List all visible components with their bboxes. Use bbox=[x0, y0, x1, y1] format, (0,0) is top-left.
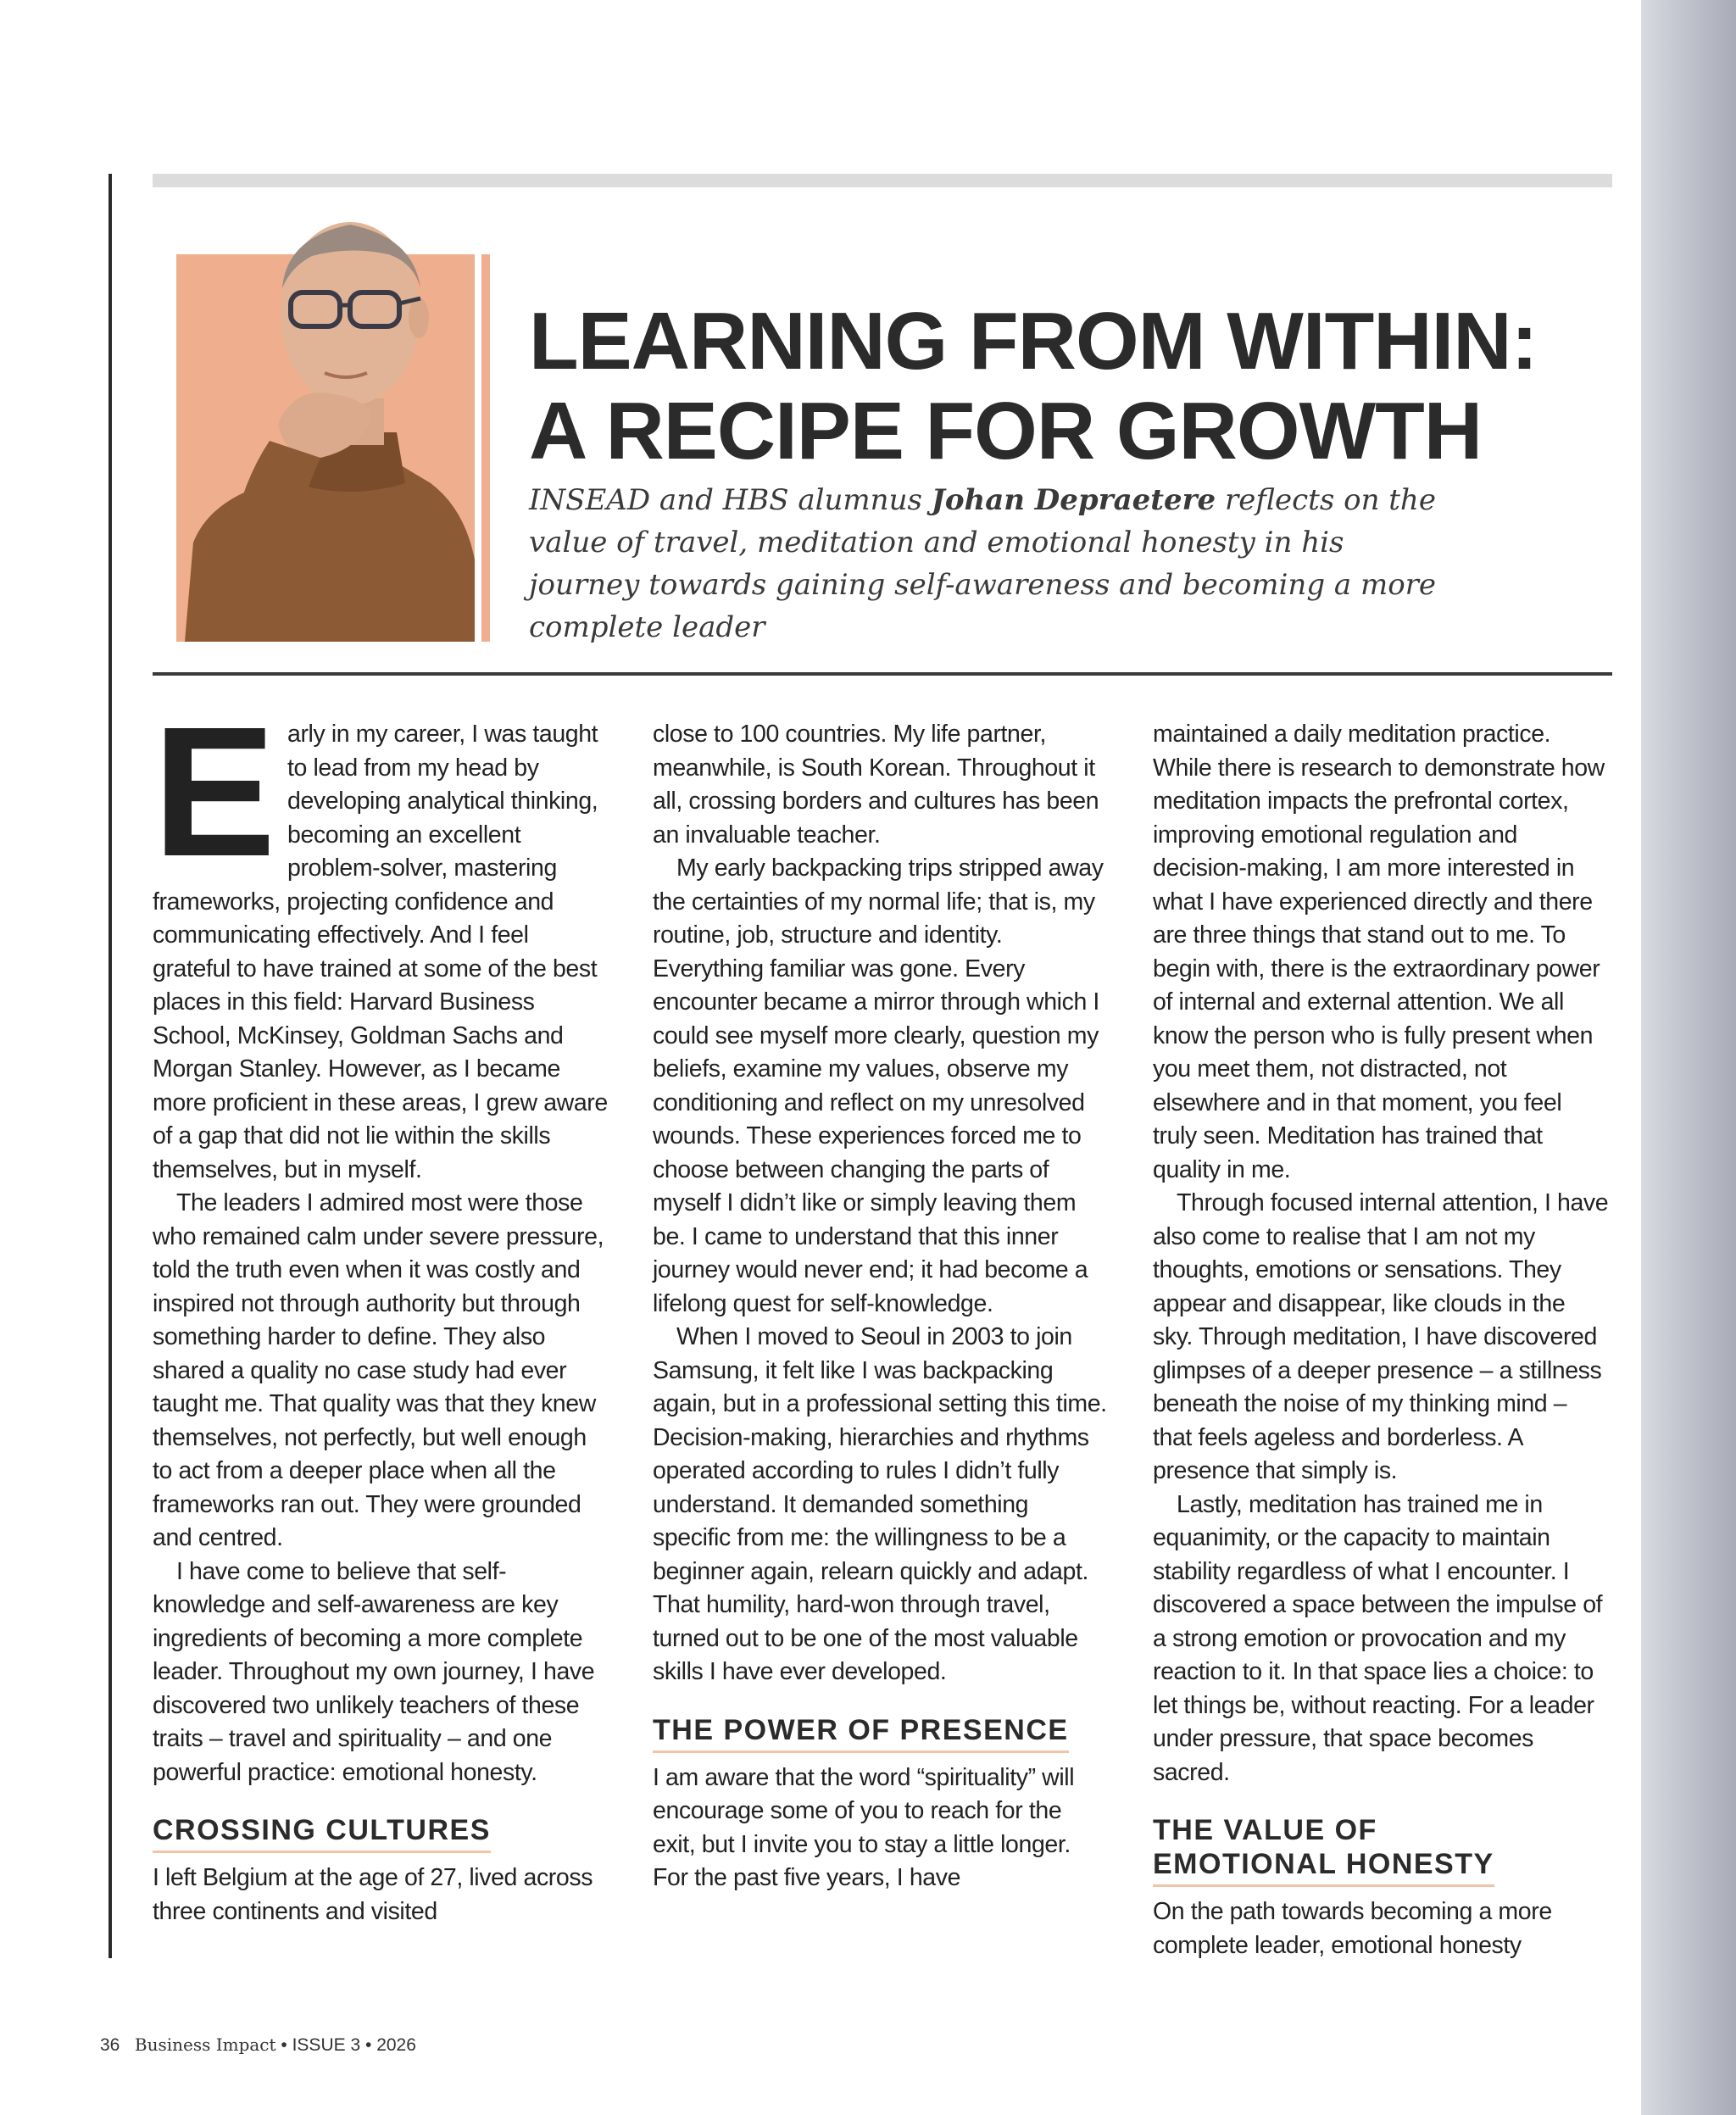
standfirst-intro: INSEAD and HBS alumnus bbox=[529, 483, 932, 517]
col2-paragraph-1: close to 100 countries. My life partner, meanwhile, is South Korean. Throughout it all, crossing borders and cultures has been an invaluable teacher. bbox=[653, 721, 1099, 849]
col3-paragraph-2: Through focused internal attention, I have also come to realise that I am not my thoughts, emotions or sensations. They appear and disappear, like clouds in the sky. Through meditation, I have discovered glimpses of a deeper presence – a stillness beneath the noise of my thinking mind – that feels ageless and borderless. A presence that simply is. bbox=[1153, 1189, 1609, 1484]
headline-line-1: LEARNING FROM WITHIN: bbox=[529, 296, 1538, 387]
page-number: 36 bbox=[100, 2035, 120, 2055]
subhead-line-1: THE VALUE OF bbox=[1153, 1814, 1377, 1846]
publication-name: Business Impact bbox=[134, 2034, 276, 2055]
headline-line-2: A RECIPE FOR GROWTH bbox=[529, 386, 1483, 476]
drop-cap: E bbox=[153, 689, 276, 895]
portrait-accent-bar bbox=[481, 254, 490, 642]
author-name: Johan Depraetere bbox=[931, 483, 1216, 517]
issue-year: 2026 bbox=[376, 2035, 416, 2055]
subhead-power-of-presence: THE POWER OF PRESENCE bbox=[653, 1713, 1069, 1753]
subhead-line-2: EMOTIONAL HONESTY bbox=[1153, 1848, 1494, 1880]
page-footer bbox=[100, 2034, 416, 2056]
top-grey-bar bbox=[153, 174, 1612, 187]
author-portrait bbox=[176, 203, 475, 642]
article-standfirst bbox=[529, 479, 1444, 648]
col1-paragraph-2: The leaders I admired most were those who remained calm under severe pressure, told the truth even when it was costly and inspired not through authority but through something harder to define. They also shared a quality no case study had ever taught me. That quality was that they knew themselves, not perfectly, but well enough to act from a deeper place when all the frameworks ran out. They were grounded and centred. bbox=[153, 1189, 604, 1551]
page-edge-shadow bbox=[1641, 0, 1736, 2115]
footer-separator-2: • bbox=[364, 2035, 372, 2055]
col2-paragraph-4: I am aware that the word “spirituality” will encourage some of you to reach for the exit, but I invite you to stay a little longer. For the past five years, I have bbox=[653, 1763, 1075, 1891]
col1-paragraph-4: I left Belgium at the age of 27, lived across three continents and visited bbox=[153, 1864, 593, 1925]
subhead-value-of-emotional-honesty bbox=[1153, 1813, 1494, 1887]
column-3 bbox=[1153, 718, 1611, 1962]
col1-paragraph-1: arly in my career, I was taught to lead from my head by developing analytical thinking, becoming an excellent problem-solver, mastering frameworks, projecting confidence and communicating effectively. And I feel grateful to have trained at some of the best places in this field: Harvard Business School, McKinsey, Goldman Sachs and Morgan Stanley. However, as I became more proficient in these areas, I grew aware of a gap that did not lie within the skills themselves, but in myself. bbox=[153, 721, 608, 1183]
col2-paragraph-2: My early backpacking trips stripped away the certainties of my normal life; that is, my routine, job, structure and identity. Everything familiar was gone. Every encounter became a mirror through which I could see myself more clearly, question my beliefs, examine my values, observe my conditioning and reflect on my unresolved wounds. These experiences forced me to choose between changing the parts of myself I didn’t like or simply leaving them be. I came to understand that this inner journey would never end; it had become a lifelong quest for self-knowledge. bbox=[653, 854, 1104, 1317]
column-1 bbox=[153, 689, 610, 1929]
col3-paragraph-1: maintained a daily meditation practice. While there is research to demonstrate how meditation impacts the prefrontal cortex, improving emotional regulation and decision-making, I am more interested in what I have experienced directly and there are three things that stand out to me. To begin with, there is the extraordinary power of internal and external attention. We all know the person who is fully present when you meet them, not distracted, not elsewhere and in that moment, you feel truly seen. Meditation has trained that quality in me. bbox=[1153, 721, 1605, 1183]
article-headline bbox=[529, 297, 1546, 476]
col1-paragraph-3: I have come to believe that self-knowledge and self-awareness are key ingredients of becoming a more complete leader. Throughout my own journey, I have discovered two unlikely teachers of these traits – travel and spirituality – and one powerful practice: emotional honesty. bbox=[153, 1557, 595, 1786]
footer-separator-1: • bbox=[281, 2035, 287, 2055]
issue-label: ISSUE 3 bbox=[292, 2035, 361, 2055]
subhead-crossing-cultures: CROSSING CULTURES bbox=[153, 1813, 491, 1853]
left-vertical-rule bbox=[108, 174, 112, 1958]
column-2 bbox=[653, 718, 1110, 1895]
col2-paragraph-3: When I moved to Seoul in 2003 to join Samsung, it felt like I was backpacking again, but in a professional setting this time. Decision-making, hierarchies and rhythms operated according to rules I didn’t fully understand. It demanded something specific from me: the willingness to be a beginner again, relearn quickly and adapt. That humility, hard-won through travel, turned out to be one of the most valuable skills I have ever developed. bbox=[653, 1323, 1107, 1685]
header-divider bbox=[153, 672, 1612, 676]
col3-paragraph-3: Lastly, meditation has trained me in equanimity, or the capacity to maintain stability regardless of what I encounter. I discovered a space between the impulse of a strong emotion or provocation and my reaction to it. In that space lies a choice: to let things be, without reacting. For a leader under pressure, that space becomes sacred. bbox=[1153, 1490, 1603, 1786]
standfirst-rest: reflects on the value of travel, meditation and emotional honesty in his journey towards gaining self-awareness and becoming a more complete leader bbox=[529, 483, 1437, 644]
col3-paragraph-4: On the path towards becoming a more complete leader, emotional honesty bbox=[1153, 1898, 1552, 1959]
